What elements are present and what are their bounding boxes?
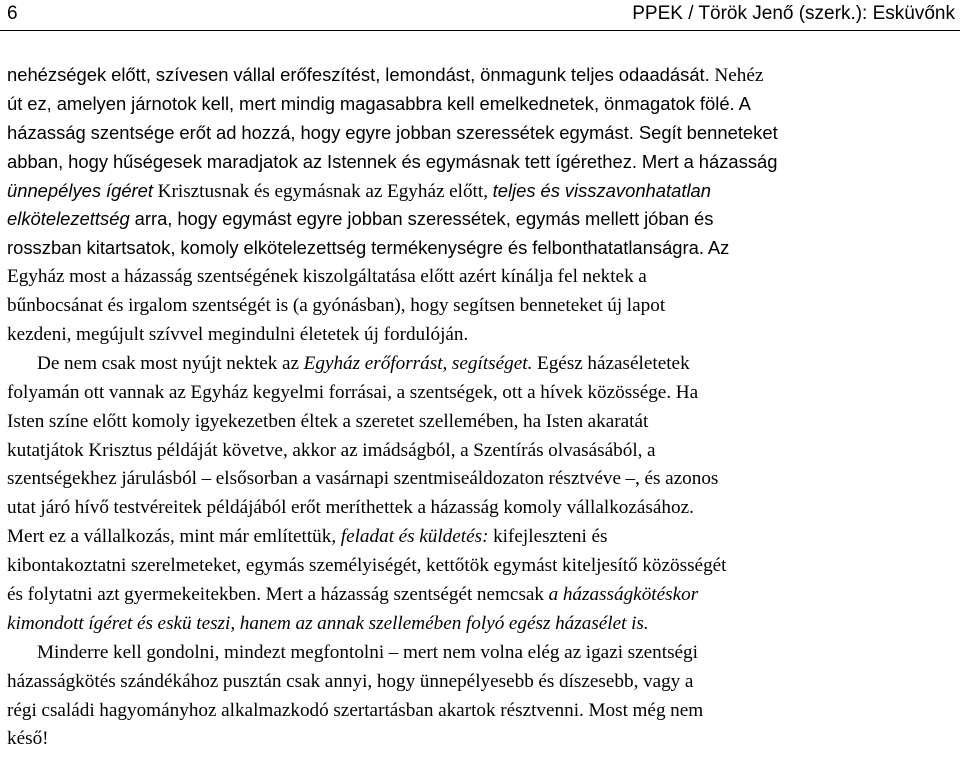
text-line: elkötelezettség arra, hogy egymást egyre jobban szeressétek, egymás mellett jóban és [7,208,714,230]
page-header [0,0,960,30]
text-line: rosszban kitartsatok, komoly elkötelezettség termékenységre és felbonthatatlanságra. Az [7,237,730,259]
text-line: házasságkötés szándékához pusztán csak annyi, hogy ünnepélyesebb és díszesebb, vagy a [7,670,694,692]
text-line: régi családi hagyományhoz alkalmazkodó szertartásban akartok résztvenni. Most még nem [7,699,704,721]
text-line: utat járó hívő testvéreitek példájából erőt meríthettek a házasság komoly vállalkozásához. [7,497,694,519]
body-text [7,61,955,754]
text-line: De nem csak most nyújt nektek az Egyház erőforrást, segítséget. Egész házaséletetek [37,352,690,374]
text-line: és folytatni azt gyermekeitekben. Mert a házasság szentségét nemcsak a házasságkötéskor [7,584,699,606]
text-line: abban, hogy hűségesek maradjatok az Istennek és egymásnak tett ígérethez. Mert a házasság [7,150,778,172]
text-line: Minderre kell gondolni, mindezt megfontolni – mert nem volna elég az igazi szentségi [37,641,698,663]
text-line: kibontakoztatni szerelmeteket, egymás személyiségét, kettőtök egymást kiteljesítő közösségét [7,555,727,577]
text-line: út ez, amelyen járnotok kell, mert mindig magasabbra kell emelkednetek, önmagatok fölé. A [7,92,751,114]
running-title: PPEK / Török Jenő (szerk.): Esküvőnk [632,3,955,24]
text-line: nehézségek előtt, szívesen vállal erőfeszítést, lemondást, önmagunk teljes odaadását. Nehéz [7,64,764,86]
text-line: Egyház most a házasság szentségének kiszolgáltatása előtt azért kínálja fel nektek a [7,266,647,288]
text-line: kutatjátok Krisztus példáját követve, akkor az imádságból, a Szentírás olvasásából, a [7,439,656,461]
text-line: kezdeni, megújult szívvel megindulni életetek új fordulóján. [7,324,469,346]
text-line: folyamán ott vannak az Egyház kegyelmi forrásai, a szentségek, ott a hívek közössége. Ha [7,381,699,403]
text-line: szentségekhez járulásból – elsősorban a vasárnapi szentmiseáldozaton résztvéve –, és azonos [7,468,719,490]
header-rule [0,30,960,31]
text-line: Isten színe előtt komoly igyekezetben éltek a szeretet szellemében, ha Isten akaratát [7,410,649,432]
text-line: házasság szentsége erőt ad hozzá, hogy egyre jobban szeressétek egymást. Segít benneteket [7,121,778,143]
page-number: 6 [7,3,18,24]
text-line: ünnepélyes ígéret Krisztusnak és egymásnak az Egyház előtt, teljes és visszavonhatatlan [7,179,711,202]
text-line: Mert ez a vállalkozás, mint már említettük, feladat és küldetés: kifejleszteni és [7,526,608,548]
text-line: kimondott ígéret és eskü teszi, hanem az annak szellemében folyó egész házasélet is. [7,612,649,634]
text-line: bűnbocsánat és irgalom szentségét is (a gyónásban), hogy segítsen benneteket új lapot [7,295,666,317]
text-line: késő! [7,728,49,750]
